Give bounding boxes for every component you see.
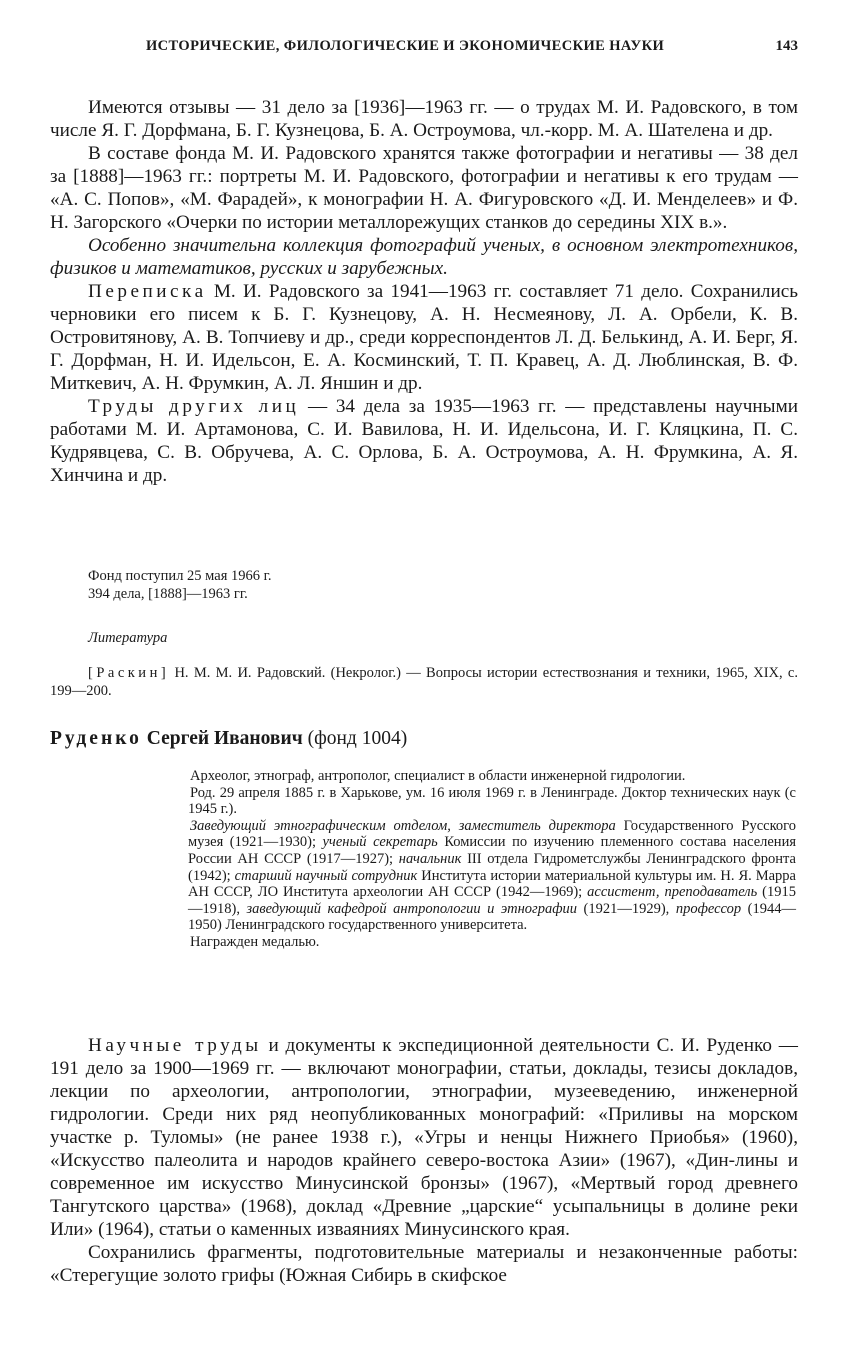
literature-heading: Литература [88,630,168,646]
bio-career: Заведующий этнографическим отделом, заместитель директора Государственного Русского музея (1921—1930); ученый секретарь Комиссии по изучению племенного состава населения России АН СССР (1917—1927); начальник III отдела Гидрометслужбы Ленинградского фронта (1942); старший научный сотрудник Института истории материальной культуры им. Н. Я. Марра АН СССР, ЛО Института археологии АН СССР (1942—1969); ассистент, преподаватель (1915—1918), заведующий кафедрой антропологии и этнографии (1921—1929), профессор (1944—1950) Ленинградского государственного университета. [188,817,797,934]
works-paragraph: Научные труды и документы к экспедиционной деятельности С. И. Руденко — 191 дело за 1900—1969 гг. — включают монографии, статьи, доклады, тезисы докладов, лекции по археологии, антропологии, этнографии, музееведению, инженерной гидрологии. Среди них ряд неопубликованных монографий: «Приливы на морском участке р. Туломы» (не ранее 1938 г.), «Угры и ненцы Нижнего Приобья» (1960), «Искусство палеолита и народов крайнего северо-востока Азии» (1967), «Дин-лины и современное им искусство Минусинской бронзы» (1967), «Мертвый город древнего Тангутского царства» (1968), доклад «Древние „царские“ усыпальницы в долине реки Или» (1964), статьи о каменных изваяниях Минусинского края. [50,1035,798,1240]
page-number: 143 [775,38,798,54]
other-works-paragraph: Труды других лиц — 34 дела за 1935—1963 гг. — представлены научными работами М. И. Артамонова, С. И. Вавилова, Н. И. Идельсона, И. Г. Кляцкина, П. С. Кудрявцева, С. В. Обручева, А. С. Орлова, Б. А. Остроумова, А. Н. Фрумкина, А. Я. Хинчина и др. [50,396,798,486]
fund-info [88,567,788,603]
biography [188,768,796,951]
running-header [50,38,800,60]
entry-fund-number: (фонд 1004) [307,728,408,749]
entry-surname: Руденко [50,728,142,749]
fund-description [50,96,798,487]
running-title: ИСТОРИЧЕСКИЕ, ФИЛОЛОГИЧЕСКИЕ И ЭКОНОМИЧЕСКИЕ НАУКИ [146,38,665,54]
works-description [50,1034,798,1287]
entry-given-name: Сергей Иванович [146,728,303,749]
other-works-lead: Труды других лиц [88,396,300,417]
correspondence-lead: Переписка [88,281,207,302]
bio-profession: Археолог, этнограф, антрополог, специалист в области инженерной гидрологии. [190,768,686,784]
bio-award: Награжден медалью. [190,933,320,950]
reference-text: Н. М. М. И. Радовский. (Некролог.) — Вопросы истории естествознания и техники, 1965, XIX, с. 199—200. [50,665,798,699]
photo-collection-paragraph: Особенно значительна коллекция фотографий ученых, в основном электротехников, физиков и математиков, русских и зарубежных. [50,235,798,279]
fund-received: Фонд поступил 25 мая 1966 г. [88,568,272,584]
reference-author: [Раскин] [88,665,170,681]
photos-paragraph: В составе фонда М. И. Радовского хранятся также фотографии и негативы — 38 дел за [1888]—1963 гг.: портреты М. И. Радовского, фотографии и негативы к его трудам — «А. С. Попов», «М. Фарадей», к монографии Н. А. Фигуровского «Д. И. Менделеев» и Ф. Н. Загорского «Очерки по истории металлорежущих станков до середины XIX в.». [50,143,798,233]
fund-volume: 394 дела, [1888]—1963 гг. [88,586,248,602]
reviews-paragraph: Имеются отзывы — 31 дело за [1936]—1963 гг. — о трудах М. И. Радовского, в том числе Я. Г. Дорфмана, Б. Г. Кузнецова, Б. А. Остроумова, чл.-корр. М. А. Шателена и др. [50,97,798,141]
bio-dates: Род. 29 апреля 1885 г. в Харькове, ум. 16 июля 1969 г. в Ленинграде. Доктор технических наук (с 1945 г.). [188,784,796,818]
correspondence-paragraph: Переписка М. И. Радовского за 1941—1963 гг. составляет 71 дело. Сохранились черновики его писем к Б. Г. Кузнецову, А. Н. Несмеянову, Л. А. Орбели, К. В. Островитянову, А. В. Топчиеву и др., среди корреспондентов Л. Д. Белькинд, А. И. Берг, Я. Г. Дорфман, Н. И. Идельсон, Е. А. Косминский, Т. П. Кравец, А. Д. Люблинская, В. Ф. Миткевич, А. Н. Фрумкин, А. Л. Яншин и др. [50,281,798,394]
literature-reference [50,664,798,700]
works-lead: Научные труды [88,1035,262,1056]
entry-heading [50,728,407,750]
fragments-paragraph: Сохранились фрагменты, подготовительные материалы и незаконченные работы: «Стерегущие золото грифы (Южная Сибирь в скифское [50,1242,798,1286]
